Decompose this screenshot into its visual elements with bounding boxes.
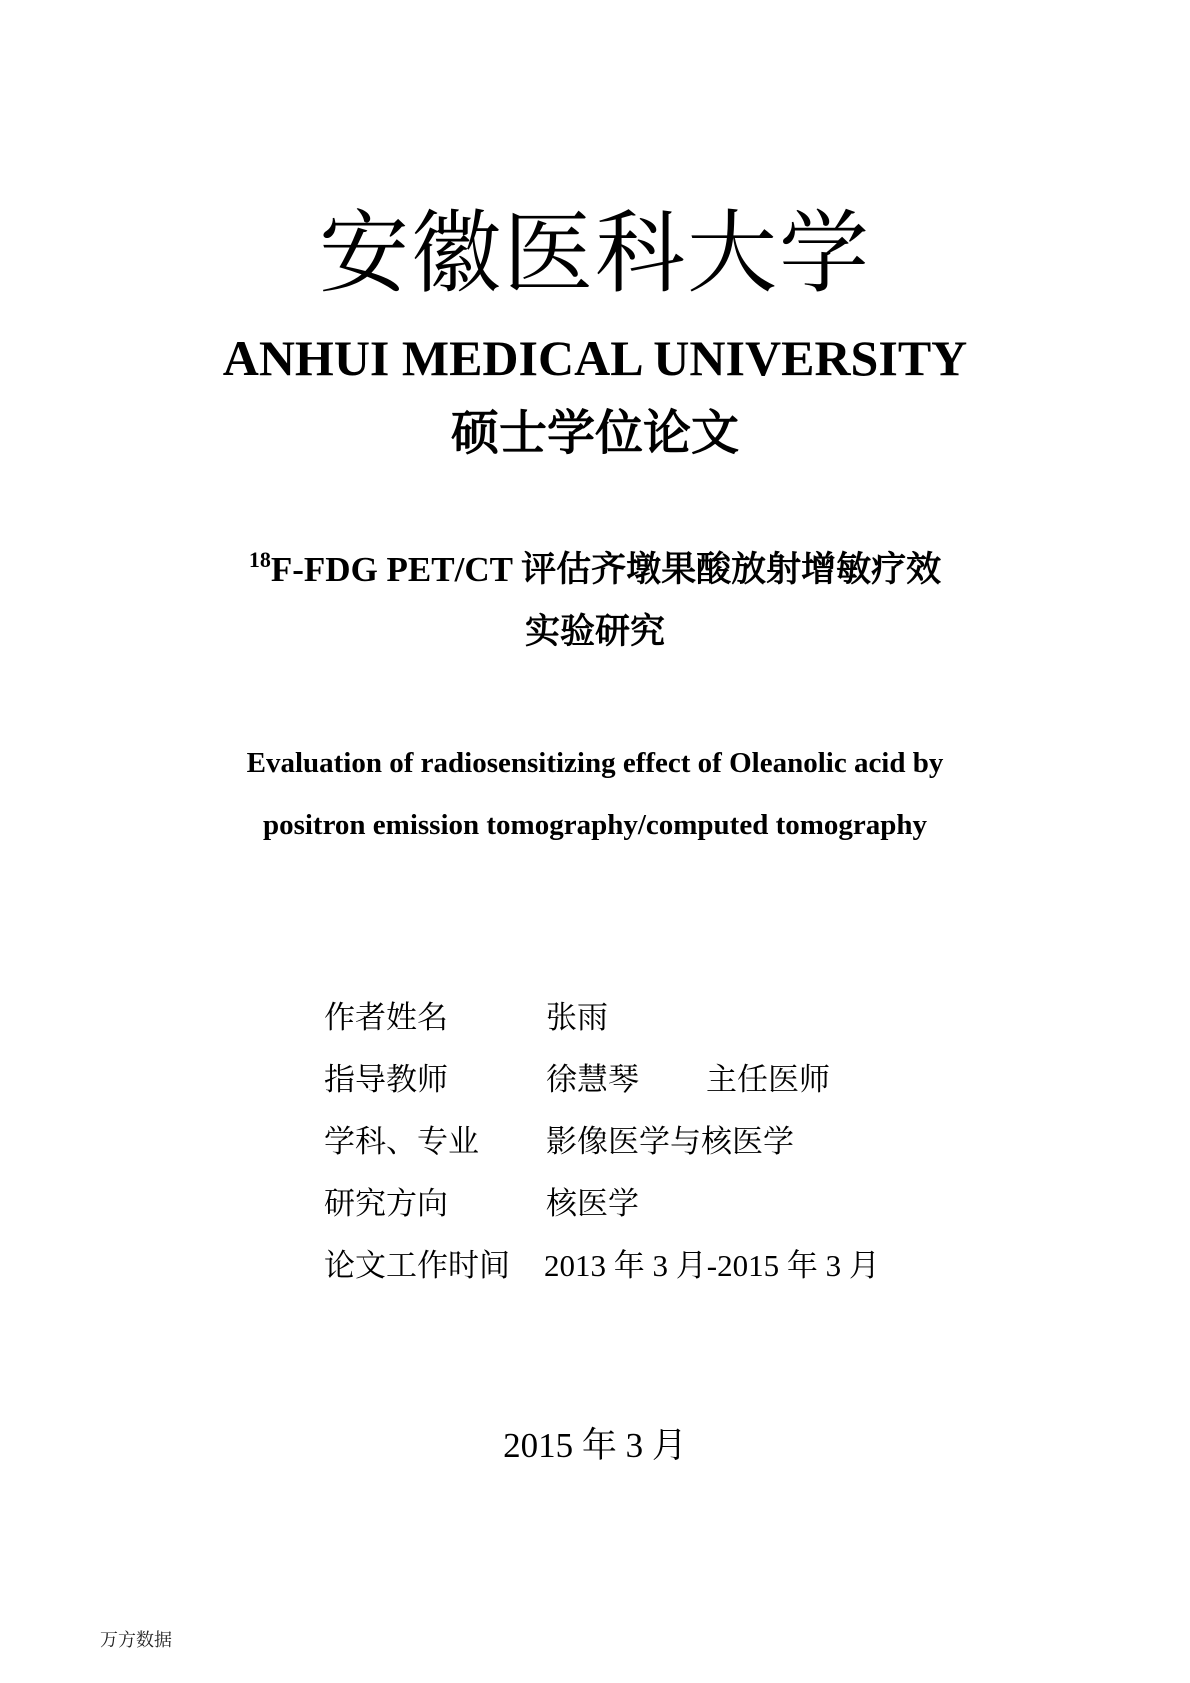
supervisor-label: 指导教师 [324, 1062, 448, 1097]
author-label: 作者姓名 [324, 1000, 448, 1035]
supervisor-value: 徐慧琴 [546, 1062, 639, 1097]
thesis-title-english-line-1: Evaluation of radiosensitizing effect of Oleanolic acid by [246, 747, 944, 779]
thesis-title-chinese-line-1 [0, 548, 1190, 592]
major-value: 影像医学与核医学 [546, 1124, 794, 1159]
submission-date: 2015 年 3 月 [503, 1426, 687, 1465]
thesis-title-chinese-line-2: 实验研究 [524, 612, 665, 651]
author-value: 张雨 [546, 1000, 608, 1035]
direction-label: 研究方向 [324, 1186, 448, 1221]
thesis-title-chinese-text: F-FDG PET/CT 评估齐墩果酸放射增敏疗效 [270, 550, 942, 589]
direction-value: 核医学 [546, 1186, 639, 1221]
period-label: 论文工作时间 [324, 1248, 510, 1283]
isotope-mass-superscript: 18 [248, 547, 271, 572]
university-name-chinese: 安徽医科大学 [319, 205, 871, 304]
supervisor-title: 主任医师 [706, 1062, 830, 1097]
period-value: 2013 年 3 月-2015 年 3 月 [544, 1248, 880, 1283]
university-name-english: ANHUI MEDICAL UNIVERSITY [222, 330, 968, 386]
source-watermark: 万方数据 [100, 1630, 172, 1650]
degree-type: 硕士学位论文 [450, 407, 739, 460]
thesis-title-english-line-2: positron emission tomography/computed tomography [262, 809, 928, 841]
major-label: 学科、专业 [324, 1124, 479, 1159]
